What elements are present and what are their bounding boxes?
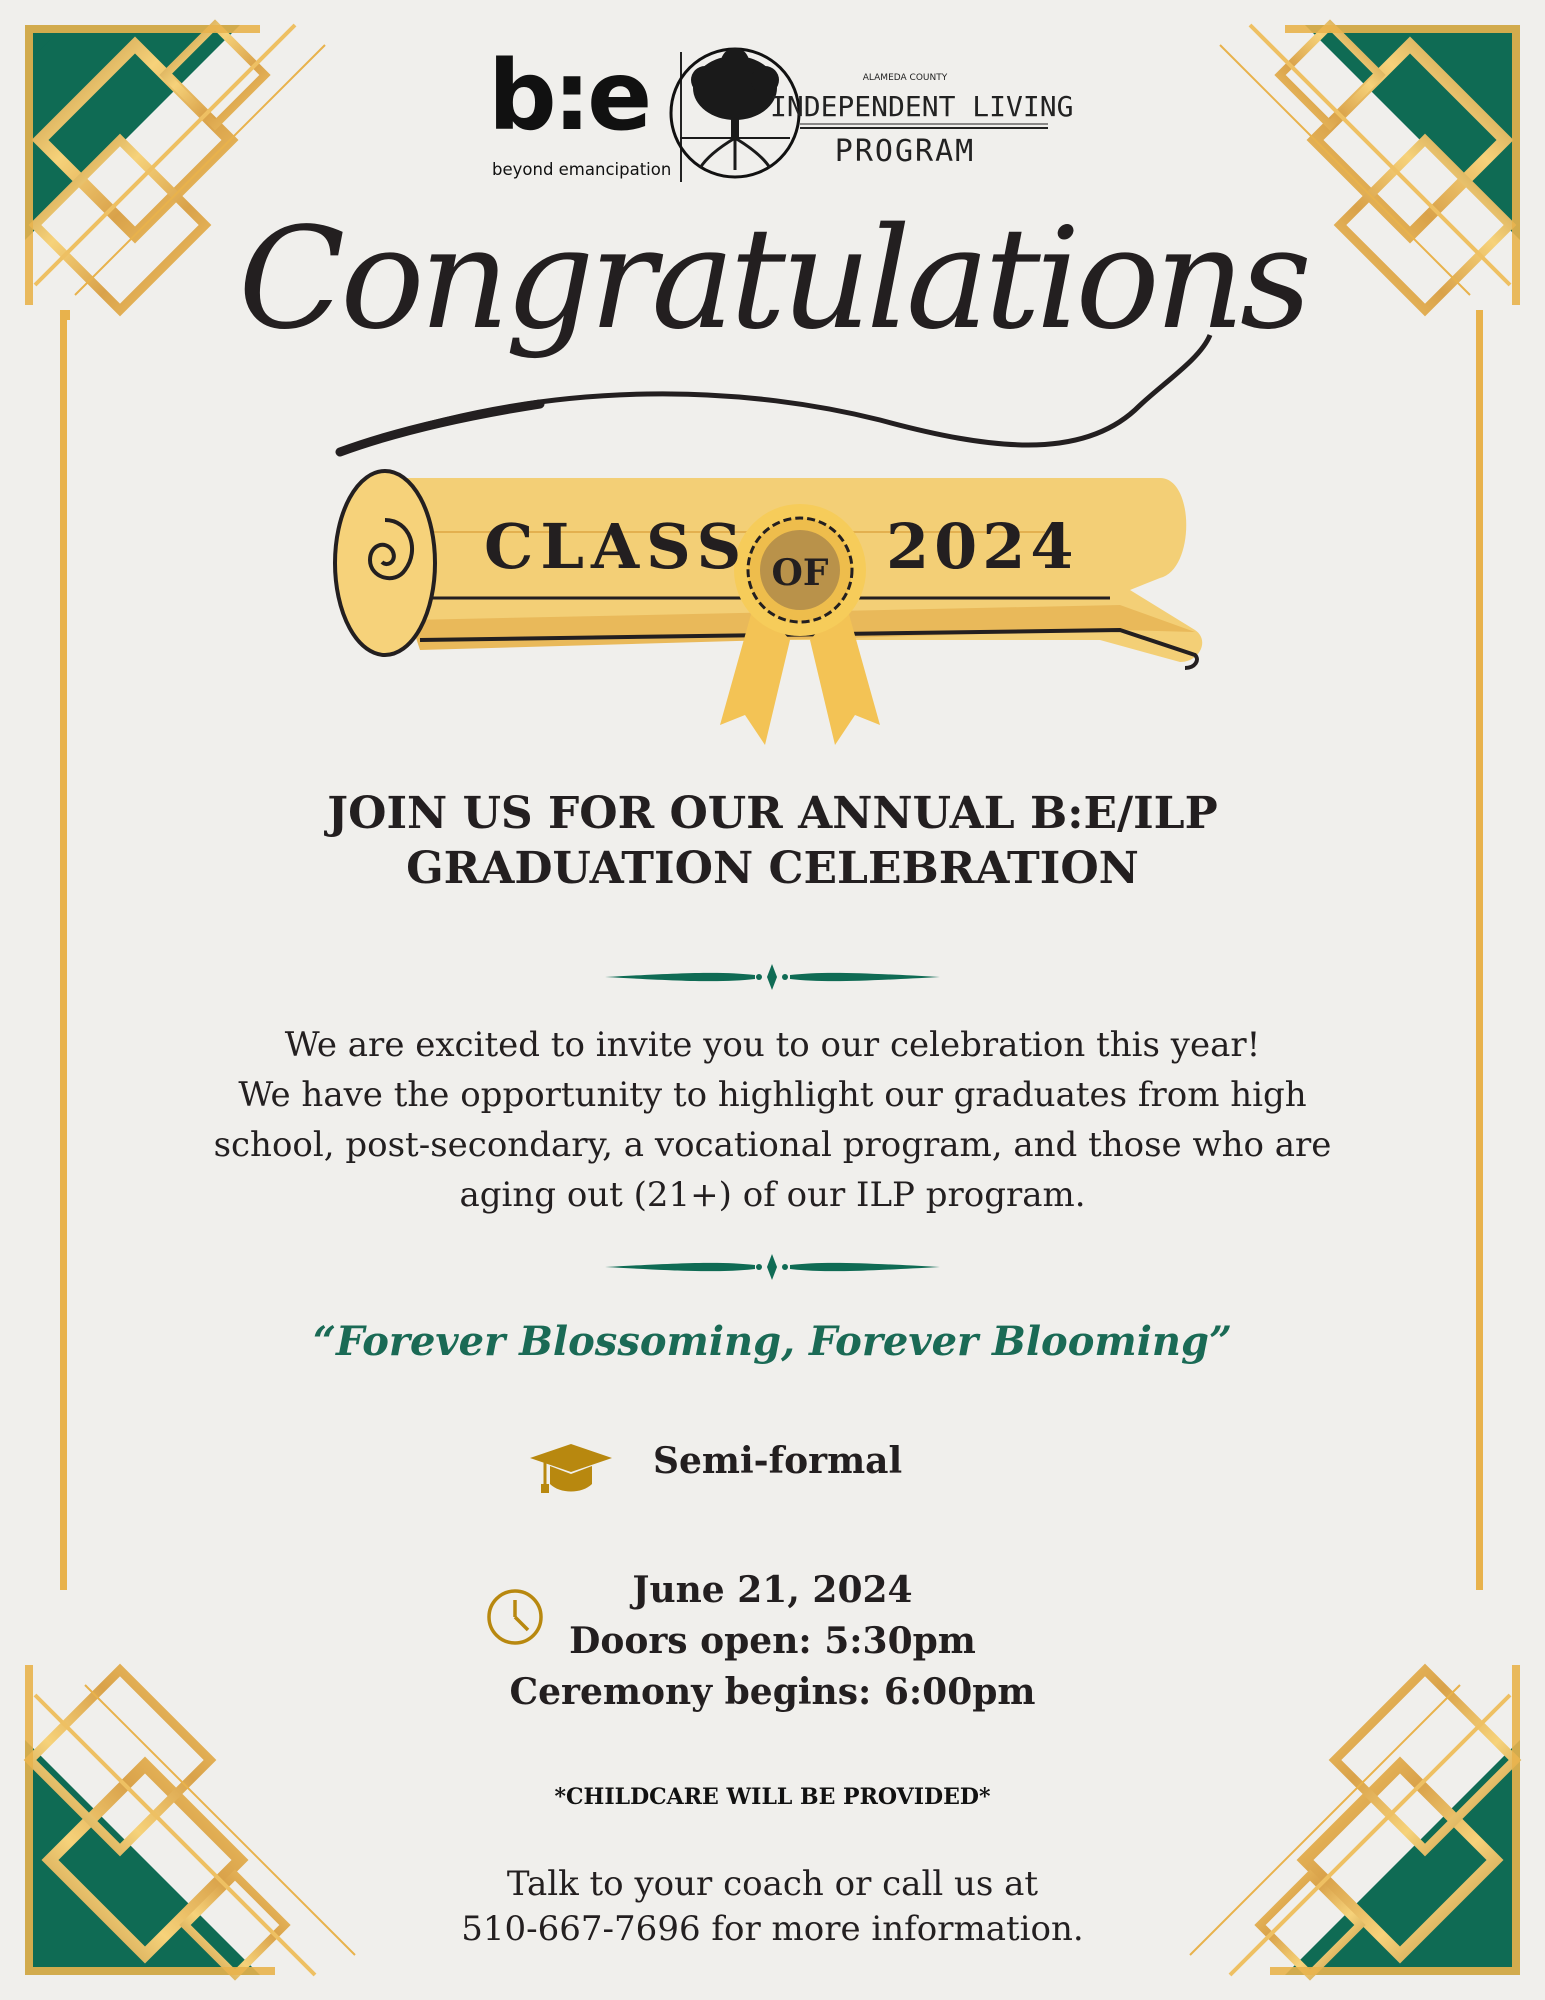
- contact-info: [0, 1862, 1545, 1952]
- ilp-logo-line2: PROGRAM: [834, 134, 976, 169]
- banner-of-text: OF: [771, 552, 829, 594]
- event-date: June 21, 2024: [632, 1569, 913, 1611]
- banner-year-text: 2024: [886, 510, 1079, 583]
- headline-line: JOIN US FOR OUR ANNUAL B:E/ILP: [327, 788, 1218, 839]
- childcare-note: *CHILDCARE WILL BE PROVIDED*: [554, 1784, 991, 1810]
- ceremony-time: Ceremony begins: 6:00pm: [509, 1671, 1036, 1713]
- divider-ornament: [605, 1254, 940, 1280]
- event-schedule: [0, 1565, 1545, 1718]
- graduation-cap-icon: [530, 1444, 612, 1493]
- body-line: aging out (21+) of our ILP program.: [459, 1175, 1086, 1215]
- body-line: We are excited to invite you to our celebration this year!: [284, 1025, 1261, 1065]
- banner-class-text: CLASS: [484, 510, 749, 583]
- be-logo: b:e: [488, 40, 649, 152]
- ilp-county-label: ALAMEDA COUNTY: [862, 73, 948, 83]
- attire-label: Semi-formal: [653, 1440, 903, 1482]
- ilp-logo-line1: INDEPENDENT LIVING: [770, 90, 1074, 123]
- doors-open-time: Doors open: 5:30pm: [569, 1620, 976, 1662]
- headline-line: GRADUATION CELEBRATION: [406, 843, 1139, 894]
- be-tagline: beyond emancipation: [492, 160, 672, 179]
- contact-phone-line: 510-667-7696 for more information.: [461, 1909, 1084, 1949]
- page-title: Congratulations: [238, 198, 1307, 361]
- invitation-body: [0, 1020, 1545, 1220]
- contact-line: Talk to your coach or call us at: [506, 1864, 1039, 1904]
- theme-quote: “Forever Blossoming, Forever Blooming”: [313, 1318, 1232, 1365]
- divider-ornament: [605, 964, 940, 990]
- body-line: We have the opportunity to highlight our graduates from high: [238, 1075, 1307, 1115]
- body-line: school, post-secondary, a vocational program, and those who are: [213, 1125, 1332, 1165]
- headline: [0, 786, 1545, 896]
